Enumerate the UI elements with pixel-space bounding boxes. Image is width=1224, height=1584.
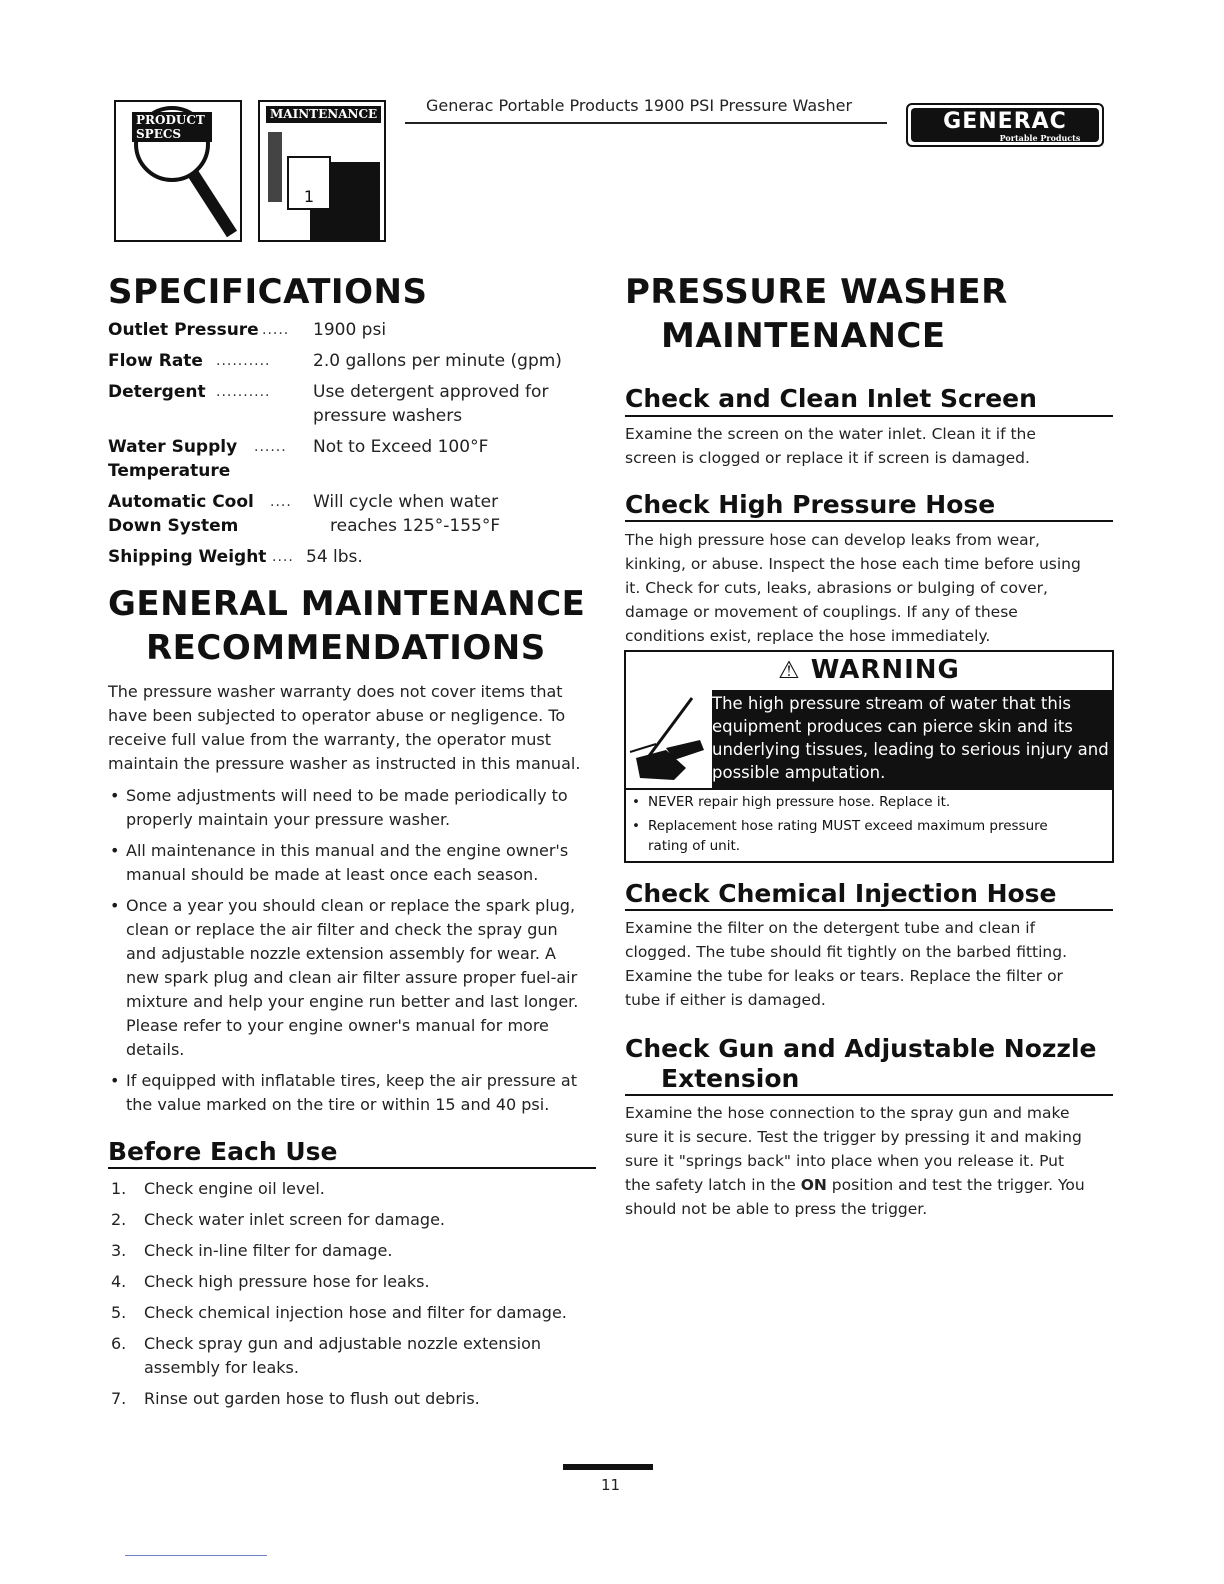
pressure-washer-heading: PRESSURE WASHER (625, 272, 1008, 312)
chemical-hose-heading: Check Chemical Injection Hose (625, 879, 1057, 908)
maintenance-heading: MAINTENANCE (661, 316, 946, 356)
footer-bar (563, 1464, 653, 1470)
logo-word: GENERAC (943, 109, 1067, 134)
bullet-dot: • (632, 818, 640, 834)
bullet-line: clean or replace the air filter and check the spray gun (126, 920, 558, 939)
list-item: Check engine oil level. (144, 1179, 325, 1198)
bullet-line: mixture and help your engine run better and last longer. (126, 992, 579, 1011)
spec-label: Outlet Pressure (108, 320, 259, 340)
list-number: 2. (111, 1210, 127, 1229)
bullet-line: and adjustable nozzle extension assembly for wear. A (126, 944, 556, 963)
hose-line: it. Check for cuts, leaks, abrasions or bulging of cover, (625, 579, 1048, 597)
spec-leader: .......... (216, 384, 271, 400)
spec-value: Not to Exceed 100°F (313, 437, 489, 457)
section-rule (108, 1167, 596, 1169)
warning-line: equipment produces can pierce skin and its (712, 717, 1073, 736)
list-item-cont: assembly for leaks. (144, 1358, 299, 1377)
warning-line: possible amputation. (712, 763, 886, 782)
list-item: Check water inlet screen for damage. (144, 1210, 446, 1229)
bullet-line: properly maintain your pressure washer. (126, 810, 451, 829)
bullet-dot: • (632, 794, 640, 810)
intro-line: The pressure washer warranty does not cover items that (108, 682, 563, 701)
gun-line: should not be able to press the trigger. (625, 1200, 928, 1218)
spec-label: Flow Rate (108, 351, 203, 371)
intro-line: maintain the pressure washer as instructed in this manual. (108, 754, 581, 773)
list-number: 3. (111, 1241, 127, 1260)
list-item: Check in-line filter for damage. (144, 1241, 393, 1260)
hose-line: conditions exist, replace the hose immediately. (625, 627, 991, 645)
on-position-label: ON (800, 1176, 827, 1194)
header-title: Generac Portable Products 1900 PSI Pressure Washer (426, 96, 853, 115)
bullet-dot: • (110, 841, 120, 860)
warning-title (626, 654, 1112, 686)
bullet-line: manual should be made at least once each season. (126, 865, 539, 884)
product-specs-icon (114, 100, 242, 242)
bullet-line: All maintenance in this manual and the engine owner's (126, 841, 569, 860)
intro-line: receive full value from the warranty, the operator must (108, 730, 551, 749)
hose-line: damage or movement of couplings. If any of these (625, 603, 1018, 621)
spec-value: 2.0 gallons per minute (gpm) (313, 351, 562, 371)
spec-label-cont: Temperature (108, 461, 231, 481)
recommendations-heading: RECOMMENDATIONS (146, 628, 546, 668)
warning-title-text: WARNING (810, 655, 960, 685)
bullet-line: new spark plug and clean air filter assure proper fuel-air (126, 968, 578, 987)
bullet-line: the value marked on the tire or within 15 and 40 psi. (126, 1095, 550, 1114)
spec-label: Water Supply (108, 437, 238, 457)
list-item: Check chemical injection hose and filter for damage. (144, 1303, 567, 1322)
chem-line: clogged. The tube should fit tightly on the barbed fitting. (625, 943, 1068, 961)
warning-item: NEVER repair high pressure hose. Replace it. (648, 794, 951, 810)
list-number: 5. (111, 1303, 127, 1322)
section-rule (625, 520, 1113, 522)
bullet-line: If equipped with inflatable tires, keep the air pressure at (126, 1071, 577, 1090)
spec-value: Will cycle when water (313, 492, 499, 512)
hose-line: The high pressure hose can develop leaks from wear, (625, 531, 1040, 549)
chem-line: Examine the tube for leaks or tears. Replace the filter or (625, 967, 1063, 985)
list-number: 1. (111, 1179, 127, 1198)
list-number: 7. (111, 1389, 127, 1408)
hose-heading: Check High Pressure Hose (625, 490, 996, 519)
spec-label: Automatic Cool (108, 492, 254, 512)
inlet-line: Examine the screen on the water inlet. Clean it if the (625, 425, 1036, 443)
gun-line: Examine the hose connection to the spray gun and make (625, 1104, 1070, 1122)
warning-message (712, 690, 1112, 788)
bullet-dot: • (110, 1071, 120, 1090)
gun-nozzle-heading-cont: Extension (661, 1064, 800, 1093)
warning-line: underlying tissues, leading to serious injury and (712, 740, 1109, 759)
spec-value: 1900 psi (313, 320, 387, 340)
bullet-dot: • (110, 896, 120, 915)
inlet-line: screen is clogged or replace it if screen is damaged. (625, 449, 1030, 467)
bullet-dot: • (110, 786, 120, 805)
inlet-screen-heading: Check and Clean Inlet Screen (625, 384, 1037, 413)
section-rule (625, 415, 1113, 417)
generac-logo (906, 103, 1104, 147)
spec-leader: .... (270, 494, 292, 510)
gun-line (625, 1173, 1085, 1197)
section-rule (625, 909, 1113, 911)
maintenance-label: MAINTENANCE (266, 106, 381, 123)
spec-value-cont: reaches 125°-155°F (330, 516, 501, 536)
gun-line: sure it "springs back" into place when you release it. Put (625, 1152, 1065, 1170)
footer-rule (125, 1555, 267, 1556)
warning-triangle-icon: ⚠ (778, 656, 801, 684)
spec-value-cont: pressure washers (313, 406, 463, 426)
calendar-day: 1 (303, 187, 315, 206)
spec-leader: ..... (262, 322, 290, 338)
spec-value: 54 lbs. (306, 547, 363, 567)
page-number: 11 (601, 1476, 621, 1494)
section-rule (625, 1094, 1113, 1096)
bullet-line: Some adjustments will need to be made periodically to (126, 786, 568, 805)
gun-text: position and test the trigger. You (826, 1176, 1085, 1194)
warning-divider (626, 788, 1112, 790)
hose-line: kinking, or abuse. Inspect the hose each time before using (625, 555, 1081, 573)
list-number: 4. (111, 1272, 127, 1291)
spec-label: Shipping Weight (108, 547, 267, 567)
spec-leader: .......... (216, 353, 271, 369)
bullet-line: details. (126, 1040, 185, 1059)
injection-hazard-icon (626, 690, 710, 788)
list-number: 6. (111, 1334, 127, 1353)
spec-label-cont: Down System (108, 516, 239, 536)
chem-line: tube if either is damaged. (625, 991, 826, 1009)
gun-text: the safety latch in the (625, 1176, 801, 1194)
warning-item: Replacement hose rating MUST exceed maximum pressure (648, 818, 1048, 834)
gun-line: sure it is secure. Test the trigger by pressing it and making (625, 1128, 1082, 1146)
calendar-wrench-icon (260, 102, 384, 240)
warning-box (624, 650, 1114, 863)
intro-line: have been subjected to operator abuse or negligence. To (108, 706, 566, 725)
spec-leader: .... (272, 549, 294, 565)
general-maintenance-heading: GENERAL MAINTENANCE (108, 584, 586, 624)
before-each-use-heading: Before Each Use (108, 1137, 338, 1166)
logo-subtitle: Portable Products (999, 133, 1081, 143)
spec-leader: ...... (254, 439, 287, 455)
product-specs-label: PRODUCT SPECS (132, 112, 212, 142)
list-item: Check spray gun and adjustable nozzle extension (144, 1334, 542, 1353)
list-item: Rinse out garden hose to flush out debris. (144, 1389, 480, 1408)
gun-nozzle-heading: Check Gun and Adjustable Nozzle (625, 1034, 1097, 1063)
specifications-heading: SPECIFICATIONS (108, 272, 428, 312)
header-rule (405, 122, 887, 124)
bullet-line: Please refer to your engine owner's manual for more (126, 1016, 549, 1035)
spec-label: Detergent (108, 382, 206, 402)
spec-value: Use detergent approved for (313, 382, 549, 402)
warning-item-cont: rating of unit. (648, 838, 741, 854)
bullet-line: Once a year you should clean or replace the spark plug, (126, 896, 576, 915)
chem-line: Examine the filter on the detergent tube and clean if (625, 919, 1036, 937)
maintenance-icon (258, 100, 386, 242)
list-item: Check high pressure hose for leaks. (144, 1272, 430, 1291)
warning-line: The high pressure stream of water that this (712, 694, 1071, 713)
